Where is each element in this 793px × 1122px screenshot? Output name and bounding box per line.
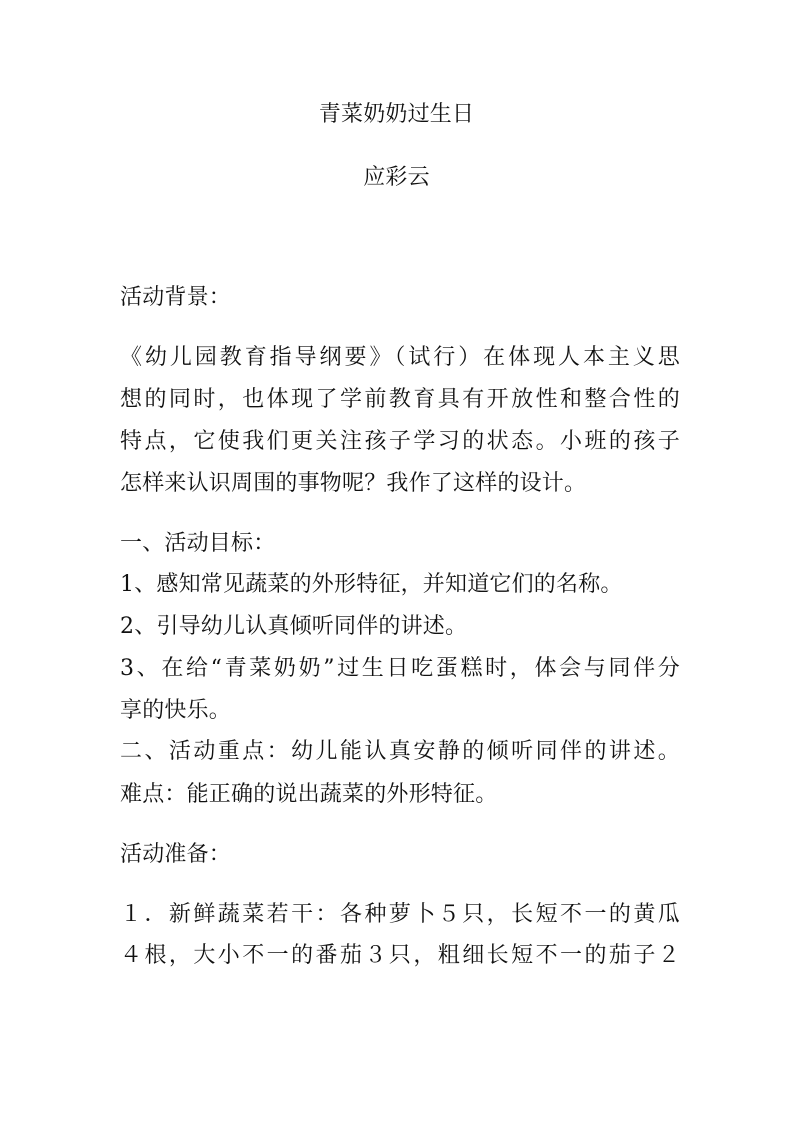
goal-item: 1、感知常见蔬菜的外形特征，并知道它们的名称。: [120, 572, 623, 597]
background-paragraph-line: 想的同时，也体现了学前教育具有开放性和整合性的: [120, 387, 680, 412]
background-paragraph-line: 《幼儿园教育指导纲要》（试行）在体现人本主义思: [120, 345, 680, 370]
goals-heading: 一、活动目标：: [120, 531, 276, 556]
background-heading: 活动背景：: [120, 285, 232, 310]
goal-item-continuation: 享的快乐。: [120, 698, 232, 723]
document-author: 应彩云: [363, 165, 430, 190]
key-point: 二、活动重点：幼儿能认真安静的倾听同伴的讲述。: [120, 739, 680, 764]
goal-item: 2、引导幼儿认真倾听同伴的讲述。: [120, 614, 468, 639]
preparation-heading: 活动准备：: [120, 842, 232, 867]
document-title: 青菜奶奶过生日: [318, 102, 475, 127]
preparation-item: １．新鲜蔬菜若干：各种萝卜５只，长短不一的黄瓜: [120, 902, 680, 927]
preparation-item-continuation: ４根，大小不一的番茄３只，粗细长短不一的茄子２: [120, 943, 680, 968]
goal-item: 3、在给“青菜奶奶”过生日吃蛋糕时，体会与同伴分: [120, 656, 680, 681]
background-paragraph-line: 怎样来认识周围的事物呢？我作了这样的设计。: [120, 471, 587, 496]
difficulty: 难点：能正确的说出蔬菜的外形特征。: [120, 782, 498, 807]
background-paragraph-line: 特点，它使我们更关注孩子学习的状态。小班的孩子: [120, 429, 680, 454]
